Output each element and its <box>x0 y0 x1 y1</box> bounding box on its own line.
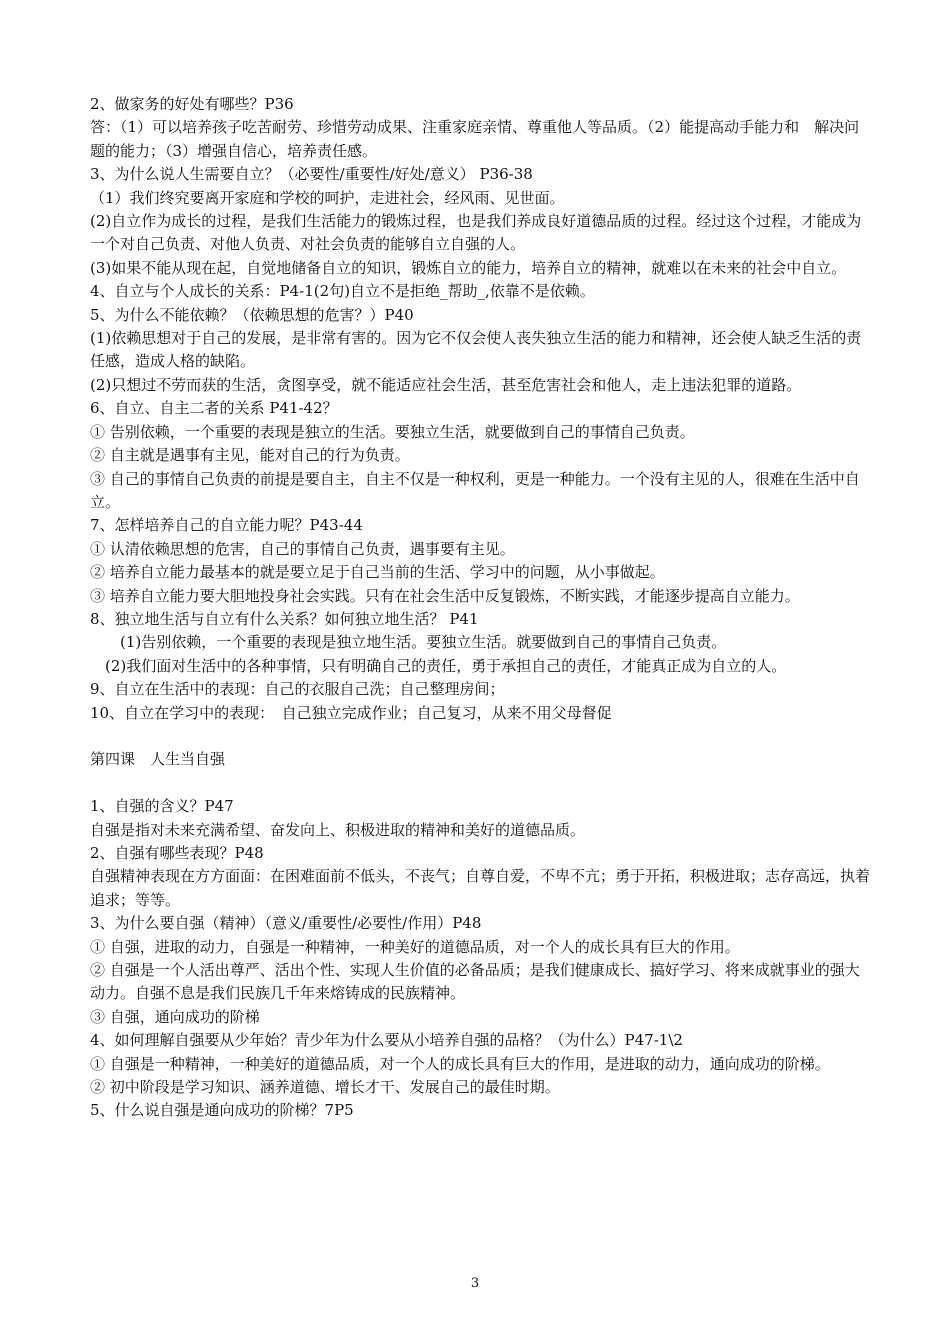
l4-question-3-point-1: ① 自强，进取的动力，自强是一种精神，一种美好的道德品质，对一个人的成长具有巨大的作用。 <box>90 937 740 956</box>
l4-question-4-point-2: ② 初中阶段是学习知识、涵养道德、增长才干、发展自己的最佳时期。 <box>90 1078 560 1097</box>
l4-question-2-title: 2、自强有哪些表现？P48 <box>90 843 264 862</box>
question-6-point-2: ② 自主就是遇事有主见，能对自己的行为负责。 <box>90 446 410 465</box>
l4-question-3-title: 3、为什么要自强（精神）（意义/重要性/必要性/作用）P48 <box>90 914 482 933</box>
question-7-point-3: ③ 培养自立能力要大胆地投身社会实践。只有在社会生活中反复锻炼，不断实践，才能逐步提高自立能力。 <box>90 586 800 605</box>
section-title: 第四课 人生当自强 <box>90 750 226 769</box>
question-3-point-2: (2)自立作为成长的过程，是我们生活能力的锻炼过程，也是我们养成良好道德品质的过程。经过这个过程，才能成为一个对自己负责、对他人负责、对社会负责的能够自立自强的人。 <box>90 212 862 254</box>
question-10-line: 10、自立在学习中的表现： 自己独立完成作业；自己复习，从来不用父母督促 <box>90 703 612 722</box>
lesson-four-qa-block <box>90 795 870 1123</box>
question-2-answer: 答：（1）可以培养孩子吃苦耐劳、珍惜劳动成果、注重家庭亲情、尊重他人等品质。（2）能提高动手能力和 解决问题的能力；（3）增强自信心，培养责任感。 <box>90 118 860 160</box>
l4-question-3-point-3: ③ 自强，通向成功的阶梯 <box>90 1007 260 1026</box>
question-2-title: 2、做家务的好处有哪些？P36 <box>90 95 294 113</box>
question-3-title: 3、为什么说人生需要自立？（必要性/重要性/好处/意义） P36-38 <box>90 165 533 184</box>
question-8-point-1: (1)告别依赖，一个重要的表现是独立地生活。要独立生活。就要做到自己的事情自己负责。 <box>90 633 727 652</box>
lesson-three-qa-block <box>90 93 870 725</box>
l4-question-4-point-1: ① 自强是一种精神，一种美好的道德品质，对一个人的成长具有巨大的作用，是进取的动力，通向成功的阶梯。 <box>90 1054 830 1073</box>
question-6-point-1: ① 告别依赖，一个重要的表现是独立的生活。要独立生活，就要做到自己的事情自己负责。 <box>90 422 695 441</box>
l4-question-3-point-2: ② 自强是一个人活出尊严、活出个性、实现人生价值的必备品质；是我们健康成长、搞好学习、将来成就事业的强大动力。自强不息是我们民族几千年来熔铸成的民族精神。 <box>90 961 860 1003</box>
paragraph-gap <box>90 725 870 748</box>
paragraph-gap <box>90 772 870 795</box>
question-3-point-3: (3)如果不能从现在起，自觉地储备自立的知识，锻炼自立的能力，培养自立的精神，就难以在未来的社会中自立。 <box>90 258 847 277</box>
question-7-title: 7、怎样培养自己的自立能力呢？P43-44 <box>90 516 363 535</box>
l4-question-4-title: 4、如何理解自强要从少年始？青少年为什么要从小培养自强的品格？（为什么）P47-1\2 <box>90 1031 683 1050</box>
question-6-point-3: ③ 自己的事情自己负责的前提是要自主，自主不仅是一种权利，更是一种能力。一个没有主见的人，很难在生活中自立。 <box>90 469 860 511</box>
l4-question-1-title: 1、自强的含义？P47 <box>90 797 234 816</box>
page-number: 3 <box>470 1276 480 1291</box>
question-7-point-1: ① 认清依赖思想的危害，自己的事情自己负责，遇事要有主见。 <box>90 539 515 558</box>
l4-question-1-answer: 自强是指对未来充满希望、奋发向上、积极进取的精神和美好的道德品质。 <box>90 820 586 839</box>
question-3-point-1: （1）我们终究要离开家庭和学校的呵护，走进社会，经风雨、见世面。 <box>90 188 565 207</box>
question-6-title: 6、自立、自主二者的关系 P41-42？ <box>90 399 338 418</box>
l4-question-5-title: 5、什么说自强是通向成功的阶梯？7P5 <box>90 1101 354 1120</box>
question-9-line: 9、自立在生活中的表现：自己的衣服自己洗；自己整理房间； <box>90 680 505 699</box>
document-body <box>90 93 870 1123</box>
question-7-point-2: ② 培养自立能力最基本的就是要立足于自己当前的生活、学习中的问题，从小事做起。 <box>90 563 665 582</box>
question-8-point-2: (2)我们面对生活中的各种事情，只有明确自己的责任，勇于承担自己的责任，才能真正成为自立的人。 <box>90 656 787 675</box>
question-8-title: 8、独立地生活与自立有什么关系？如何独立地生活？ P41 <box>90 609 479 628</box>
question-5-point-2: (2)只想过不劳而获的生活，贪图享受，就不能适应社会生活，甚至危害社会和他人，走上违法犯罪的道路。 <box>90 375 802 394</box>
question-4-title: 4、自立与个人成长的关系：P4-1(2句)自立不是拒绝_帮助_,依靠不是依赖。 <box>90 282 595 301</box>
l4-question-2-answer: 自强精神表现在方方面面：在困难面前不低头，不丧气；自尊自爱，不卑不亢；勇于开拓，积极进取；志存高远，执着追求；等等。 <box>90 867 871 909</box>
question-5-point-1: (1)依赖思想对于自己的发展，是非常有害的。因为它不仅会使人丧失独立生活的能力和精神，还会使人缺乏生活的责任感，造成人格的缺陷。 <box>90 329 862 371</box>
question-5-title: 5、为什么不能依赖？（依赖思想的危害？）P40 <box>90 305 414 324</box>
